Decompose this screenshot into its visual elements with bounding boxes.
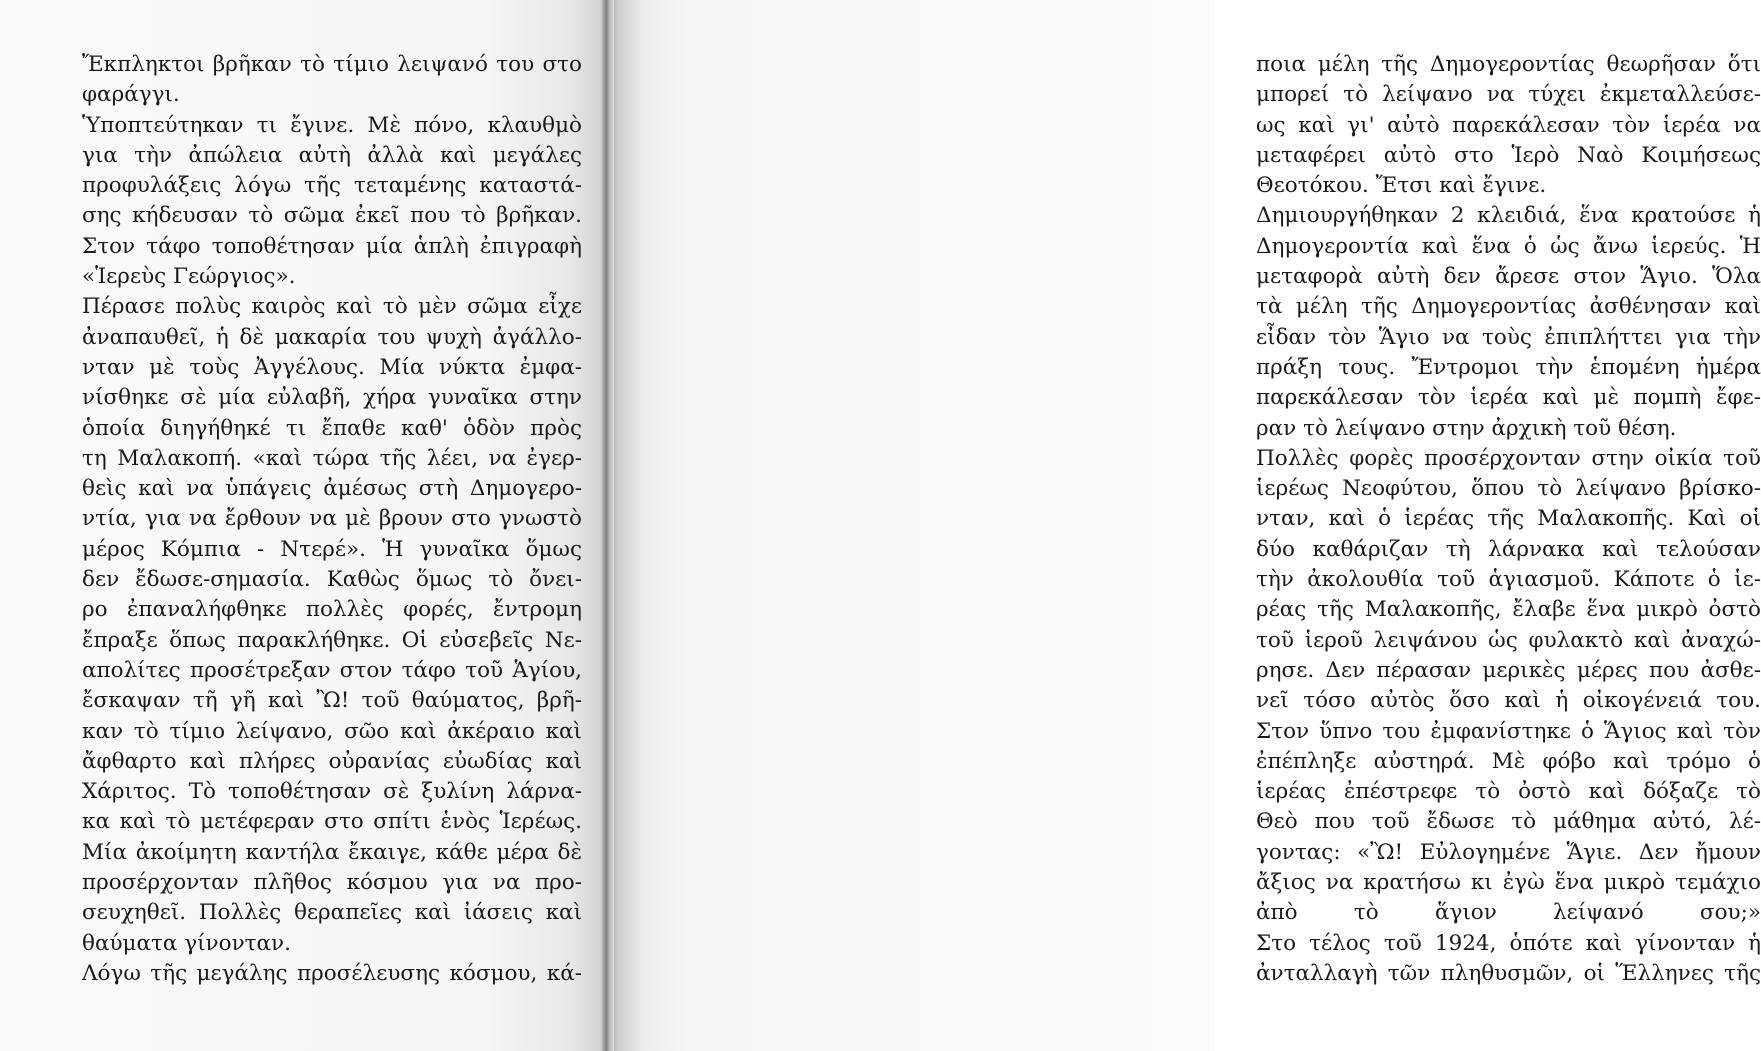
- text-line: δύο καθάριζαν τὴ λάρνακα καὶ τελούσαν: [1256, 536, 1761, 562]
- text-line: ὁποία διηγήθηκέ τι ἔπαθε καθ' ὁδὸν πρὸς: [82, 415, 582, 441]
- text-line: παρεκάλεσαν τὸν ἱερέα καὶ μὲ πομπὴ ἔφε-: [1256, 385, 1761, 411]
- text-line: κα καὶ τὸ μετέφεραν στο σπίτι ἑνὸς Ἱερέως.: [82, 809, 582, 835]
- right-page: [606, 0, 1761, 1051]
- text-line: Πολλὲς φορὲς προσέρχονταν στην οἰκία τοῦ: [1256, 445, 1761, 471]
- text-line: τη Μαλακοπή. «καὶ τώρα τῆς λέει, να ἐγερ-: [82, 445, 582, 471]
- text-line: μεταφορὰ αὐτὴ δεν ἄρεσε στον Ἅγιο. Ὅλα: [1256, 264, 1761, 290]
- text-line: ἄφθαρτο καὶ πλήρες οὐρανίας εὐωδίας καὶ: [82, 748, 582, 774]
- text-line: Χάριτος. Τὸ τοποθέτησαν σὲ ξυλίνη λάρνα-: [82, 779, 582, 805]
- text-line: σης κήδευσαν τὸ σῶμα ἐκεῖ που τὸ βρῆκαν.: [82, 203, 582, 229]
- text-line: για τὴν ἀπώλεια αὐτὴ ἀλλὰ καὶ μεγάλες: [82, 142, 582, 168]
- text-line: μπορεί τὸ λείψανο να τύχει ἐκμεταλλεύσε-: [1256, 82, 1761, 108]
- right-page-text: [1256, 50, 1761, 989]
- text-line: ρησε. Δεν πέρασαν μερικὲς μέρες που ἀσθε-: [1256, 657, 1761, 683]
- text-line: ἱερέως Νεοφύτου, ὅπου τὸ λείψανο βρίσκο-: [1256, 476, 1761, 502]
- text-line: ραν τὸ λείψανο στην ἀρχικὴ τοῦ θέση.: [1256, 415, 1677, 441]
- text-line: μεταφέρει αὐτὸ στο Ἱερὸ Ναὸ Κοιμήσεως: [1256, 142, 1761, 168]
- text-line: θεὶς καὶ να ὑπάγεις ἀμέσως στὴ Δημογερο-: [82, 476, 582, 502]
- text-line: φαράγγι.: [82, 82, 180, 108]
- text-line: νεῖ τόσο αὐτὸς ὅσο καὶ ἡ οἰκογένειά του.: [1256, 688, 1761, 714]
- text-line: ἐπέπληξε αὐστηρά. Μὲ φόβο καὶ τρόμο ὁ: [1256, 748, 1761, 774]
- text-line: ρο ἐπαναλήφθηκε πολλὲς φορές, ἔντρομη: [82, 597, 582, 623]
- text-line: Ὑποπτεύτηκαν τι ἔγινε. Μὲ πόνο, κλαυθμὸ: [82, 112, 582, 138]
- text-line: νταν μὲ τοὺς Ἀγγέλους. Μία νύκτα ἐμφα-: [82, 354, 582, 380]
- text-line: Θεὸ που τοῦ ἔδωσε τὸ μάθημα αὐτό, λέ-: [1256, 809, 1761, 835]
- text-line: ποια μέλη τῆς Δημογεροντίας θεωρῆσαν ὅτι: [1256, 52, 1761, 77]
- text-line: προφυλάξεις λόγω τῆς τεταμένης καταστά-: [82, 173, 582, 199]
- text-line: Στον τάφο τοποθέτησαν μία ἁπλὴ ἐπιγραφὴ: [82, 233, 582, 259]
- text-line: ἀπὸ τὸ ἅγιον λείψανό σου;»: [1256, 900, 1761, 926]
- text-line: ως καὶ γι' αὐτὸ παρεκάλεσαν τὸν ἱερέα να: [1256, 112, 1761, 138]
- text-line: σευχηθεῖ. Πολλὲς θεραπεῖες καὶ ἰάσεις καὶ: [82, 900, 582, 926]
- text-line: ἀνταλλαγὴ τῶν πληθυσμῶν, οἱ Ἕλληνες τῆς: [1256, 960, 1761, 986]
- text-line: Ἔκπληκτοι βρῆκαν τὸ τίμιο λειψανό του στο: [82, 52, 582, 77]
- text-line: «Ἱερεὺς Γεώργιος».: [82, 264, 296, 290]
- text-line: ἀναπαυθεῖ, ἡ δὲ μακαρία του ψυχὴ ἀγάλλο-: [82, 324, 582, 350]
- text-line: πράξη τους. Ἔντρομοι τὴν ἑπομένη ἡμέρα: [1256, 354, 1761, 380]
- left-page-text: [82, 50, 582, 989]
- text-line: ἔπραξε ὅπως παρακλήθηκε. Οἱ εὐσεβεῖς Νε-: [82, 627, 582, 653]
- text-line: Πέρασε πολὺς καιρὸς καὶ τὸ μὲν σῶμα εἶχε: [82, 294, 582, 320]
- text-line: ἄξιος να κρατήσω κι ἐγὼ ἕνα μικρὸ τεμάχιο: [1256, 870, 1761, 896]
- text-line: Στον ὕπνο του ἐμφανίστηκε ὁ Ἅγιος καὶ τὸν: [1256, 718, 1761, 744]
- text-line: ντία, για να ἔρθουν να μὲ βρουν στο γνωστὸ: [82, 506, 582, 532]
- text-line: προσέρχονταν πλῆθος κόσμου για να προ-: [82, 870, 582, 896]
- text-line: Θεοτόκου. Ἔτσι καὶ ἔγινε.: [1256, 173, 1547, 199]
- text-line: Λόγω τῆς μεγάλης προσέλευσης κόσμου, κά-: [82, 960, 582, 986]
- text-line: Δημογεροντία καὶ ἕνα ὁ ὡς ἄνω ἱερεύς. Ἡ: [1256, 233, 1761, 259]
- text-line: θαύματα γίνονταν.: [82, 930, 291, 956]
- book-gutter: [600, 0, 614, 1051]
- text-line: καν τὸ τίμιο λείψανο, σῶο καὶ ἀκέραιο καὶ: [82, 718, 582, 744]
- text-line: τὴν ἀκολουθία τοῦ ἁγιασμοῦ. Κάποτε ὁ ἱε-: [1256, 567, 1761, 593]
- text-line: εἶδαν τὸν Ἅγιο να τοὺς ἐπιπλήττει για τὴν: [1256, 324, 1761, 350]
- text-line: γοντας: «Ὢ! Εὐλογημένε Ἅγιε. Δεν ἤμουν: [1256, 839, 1761, 865]
- text-line: ἱερέας ἐπέστρεφε τὸ ὀστὸ καὶ δόξαζε τὸ: [1256, 779, 1761, 805]
- text-line: Δημιουργήθηκαν 2 κλειδιά, ἕνα κρατούσε ἡ: [1256, 203, 1761, 229]
- text-line: Στο τέλος τοῦ 1924, ὁπότε καὶ γίνονταν ἡ: [1256, 930, 1761, 956]
- text-line: απολίτες προσέτρεξαν στον τάφο τοῦ Ἁγίου,: [82, 657, 582, 683]
- text-line: μέρος Κόμπια - Ντερέ». Ἡ γυναῖκα ὅμως: [82, 536, 582, 562]
- text-line: δεν ἔδωσε-σημασία. Καθὼς ὅμως τὸ ὄνει-: [82, 567, 582, 593]
- left-page: [0, 0, 606, 1051]
- text-line: νίσθηκε σὲ μία εὐλαβῆ, χήρα γυναῖκα στην: [82, 385, 582, 411]
- text-line: Μία ἀκοίμητη καντήλα ἔκαιγε, κάθε μέρα δὲ: [82, 839, 582, 865]
- text-line: νταν, καὶ ὁ ἱερέας τῆς Μαλακοπῆς. Καὶ οἱ: [1256, 506, 1761, 532]
- text-line: ἔσκαψαν τῆ γῆ καὶ Ὢ! τοῦ θαύματος, βρῆ-: [82, 688, 582, 714]
- text-line: τὰ μέλη τῆς Δημογεροντίας ἀσθένησαν καὶ: [1256, 294, 1761, 320]
- text-line: τοῦ ἱεροῦ λειψάνου ὡς φυλακτὸ καὶ ἀναχώ-: [1256, 627, 1761, 653]
- text-line: ρέας τῆς Μαλακοπῆς, ἔλαβε ἕνα μικρὸ ὀστὸ: [1256, 597, 1761, 623]
